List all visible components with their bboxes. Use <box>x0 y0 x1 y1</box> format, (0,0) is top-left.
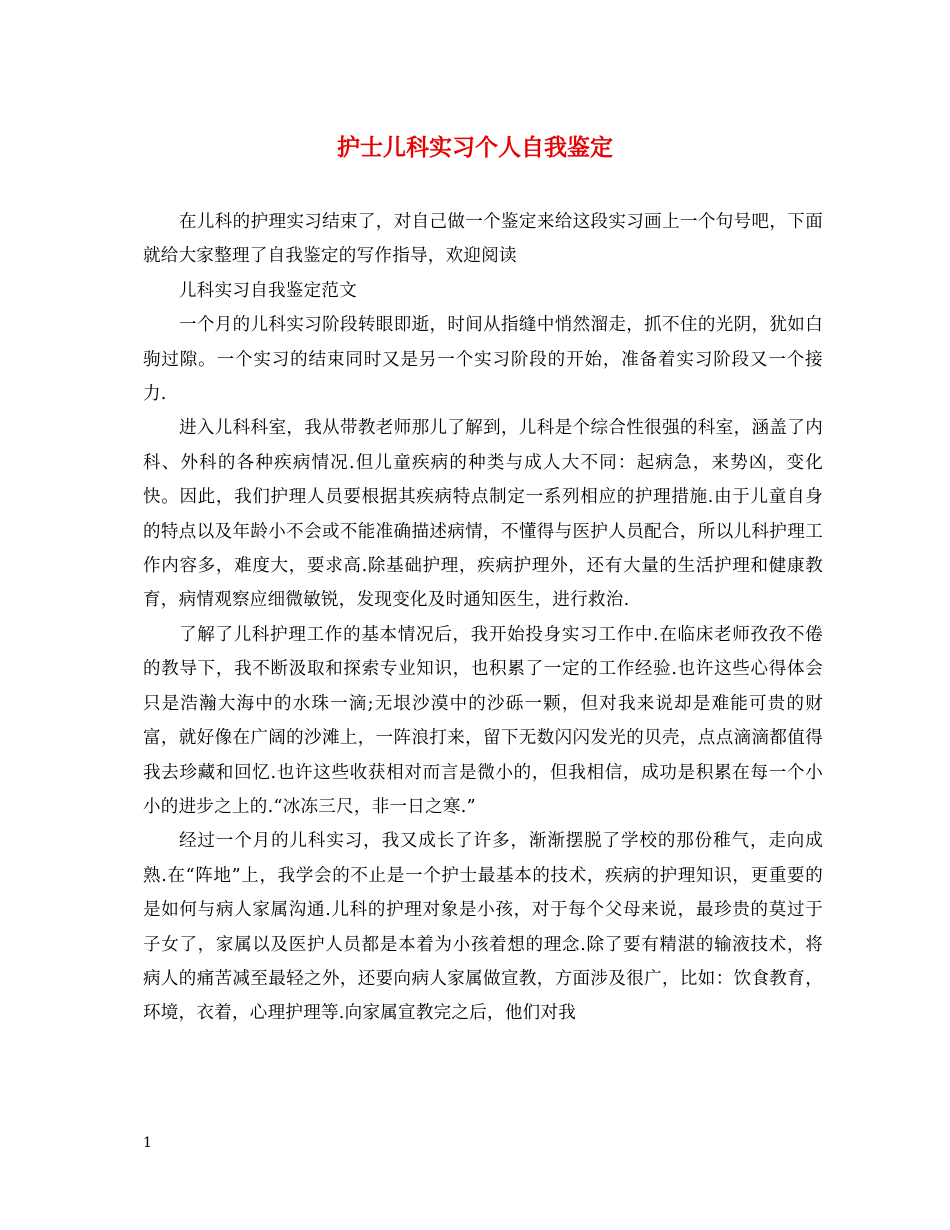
body-paragraph: 了解了儿科护理工作的基本情况后，我开始投身实习工作中.在临床老师孜孜不倦的教导下，我不断汲取和探索专业知识，也积累了一定的工作经验.也许这些心得体会只是浩瀚大海中的水珠一滴;无垠沙漠中的沙砾一颗，但对我来说却是难能可贵的财富，就好像在广阔的沙滩上，一阵浪打来，留下无数闪闪发光的贝壳，点点滴滴都值得我去珍藏和回忆.也许这些收获相对而言是微小的，但我相信，成功是积累在每一个小小的进步之上的.“冰冻三尺，非一日之寒.” <box>143 624 823 817</box>
body-paragraph: 一个月的儿科实习阶段转眼即逝，时间从指缝中悄然溜走，抓不住的光阴，犹如白驹过隙。一个实习的结束同时又是另一个实习阶段的开始，准备着实习阶段又一个接力. <box>143 315 823 405</box>
intro-paragraph: 在儿科的护理实习结束了，对自己做一个鉴定来给这段实习画上一个句号吧，下面就给大家整理了自我鉴定的写作指导，欢迎阅读 <box>143 212 823 267</box>
section-heading: 儿科实习自我鉴定范文 <box>179 280 357 301</box>
document-body <box>143 205 823 1031</box>
document-title: 护士儿科实习个人自我鉴定 <box>337 134 613 161</box>
body-paragraph: 进入儿科科室，我从带教老师那儿了解到，儿科是个综合性很强的科室，涵盖了内科、外科的各种疾病情况.但儿童疾病的种类与成人大不同：起病急，来势凶，变化快。因此，我们护理人员要根据其疾病特点制定一系列相应的护理措施.由于儿童自身的特点以及年龄小不会或不能准确描述病情，不懂得与医护人员配合，所以儿科护理工作内容多，难度大，要求高.除基础护理，疾病护理外，还有大量的生活护理和健康教育，病情观察应细微敏锐，发现变化及时通知医生，进行救治. <box>143 418 823 611</box>
page-number: 1 <box>143 1135 152 1151</box>
body-paragraph: 经过一个月的儿科实习，我又成长了许多，渐渐摆脱了学校的那份稚气，走向成熟.在“阵地”上，我学会的不止是一个护士最基本的技术，疾病的护理知识，更重要的是如何与病人家属沟通.儿科的护理对象是小孩，对于每个父母来说，最珍贵的莫过于子女了，家属以及医护人员都是本着为小孩着想的理念.除了要有精湛的输液技术，将病人的痛苦减至最轻之外，还要向病人家属做宣教，方面涉及很广，比如：饮食教育，环境，衣着，心理护理等.向家属宣教完之后，他们对我 <box>143 831 823 1024</box>
